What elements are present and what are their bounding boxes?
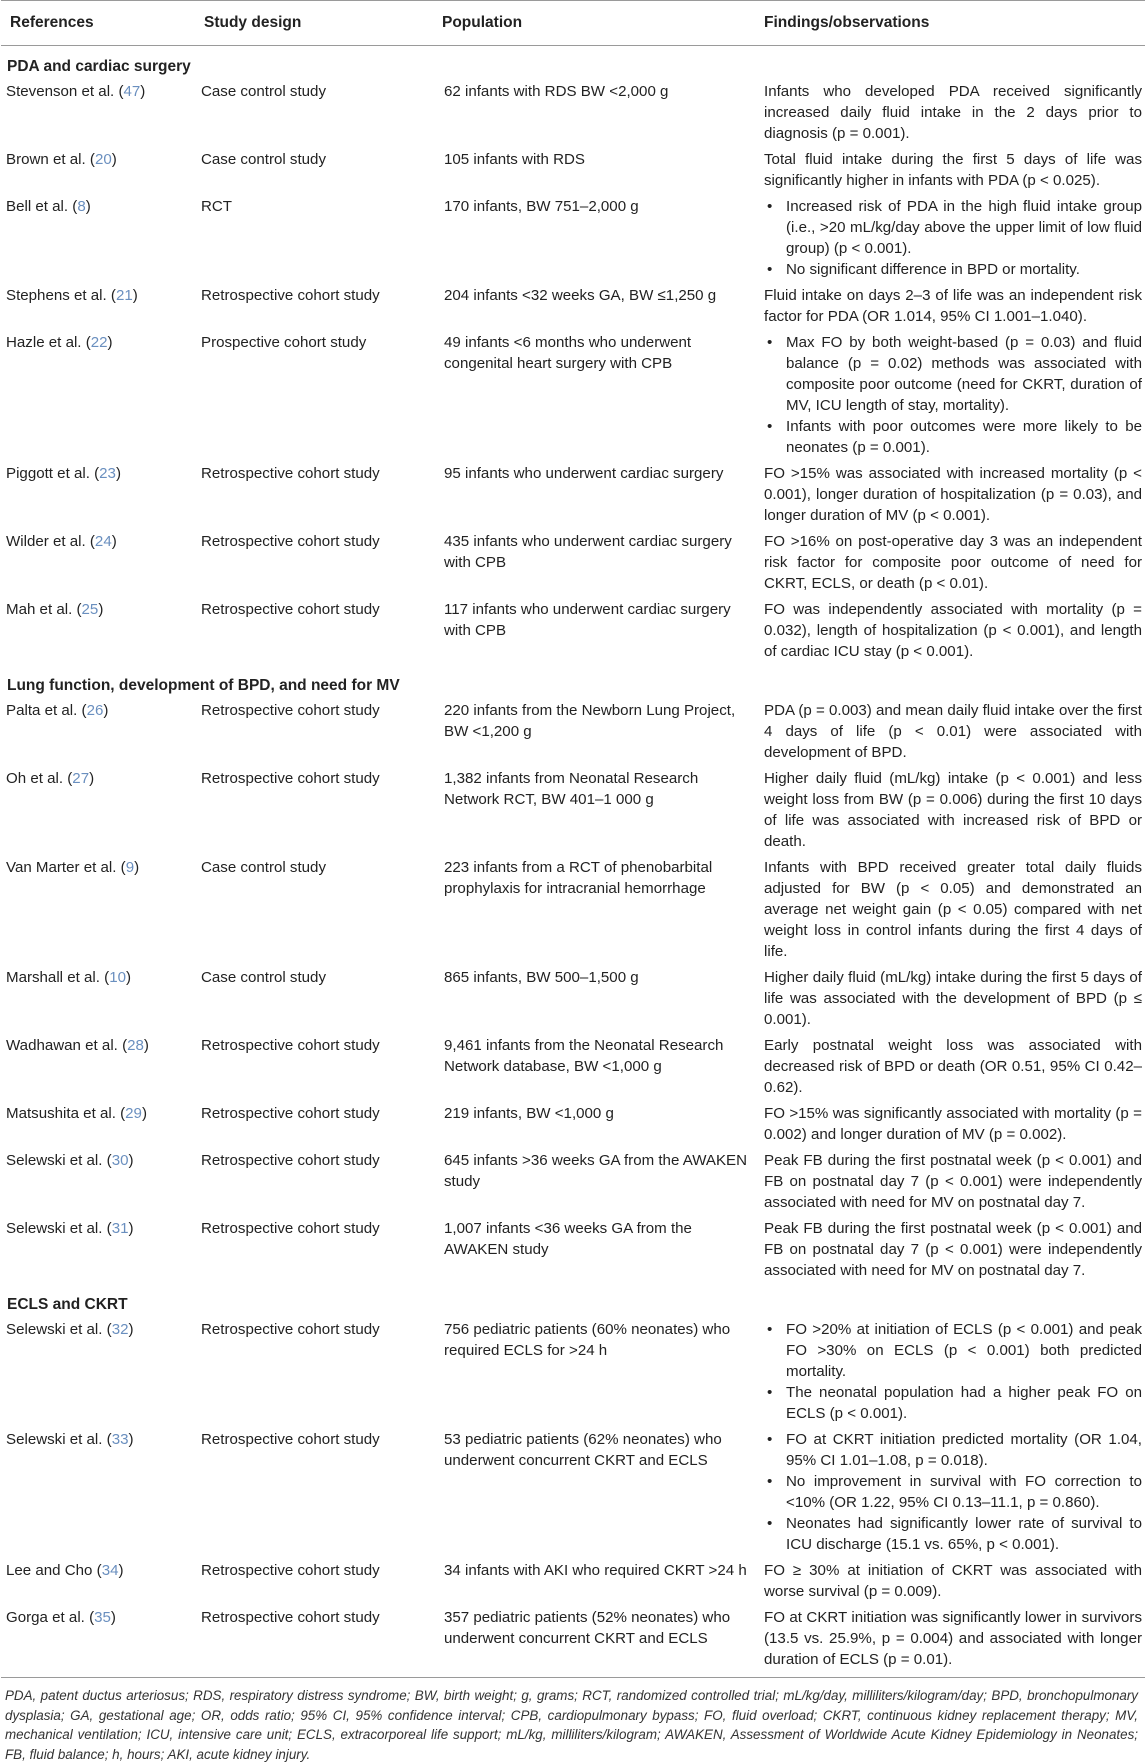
- citation-link[interactable]: 31: [111, 1220, 129, 1237]
- findings-cell: [758, 1557, 1145, 1604]
- reference-name: Mah et al.: [6, 601, 73, 618]
- section-title: ECLS and CKRT: [7, 1296, 128, 1313]
- reference-cell: Hazle et al. (22): [6, 334, 113, 351]
- reference-cell: Wadhawan et al. (28): [6, 1037, 149, 1054]
- reference-name: Selewski et al.: [6, 1152, 103, 1169]
- population-cell: 645 infants >36 weeks GA from the AWAKEN study: [444, 1152, 748, 1190]
- reference-cell: Marshall et al. (10): [6, 969, 132, 986]
- findings-cell: [758, 854, 1145, 964]
- study-design-cell: Retrospective cohort study: [201, 1152, 380, 1169]
- population-cell: 223 infants from a RCT of phenobarbital prophylaxis for intracranial hemorrhage: [444, 859, 713, 897]
- study-design-cell: Retrospective cohort study: [201, 1562, 380, 1579]
- table-row: [1, 1215, 1145, 1283]
- population-cell: 62 infants with RDS BW <2,000 g: [444, 83, 669, 100]
- findings-cell: [758, 193, 1145, 282]
- table-row: [1, 1147, 1145, 1215]
- table-row: [1, 1557, 1145, 1604]
- findings-cell: [758, 1100, 1145, 1147]
- findings-cell: [758, 78, 1145, 146]
- reference-name: Wadhawan et al.: [6, 1037, 118, 1054]
- finding-item: • Max FO by both weight-based (p = 0.03) and fluid balance (p = 0.02) methods was associated with composite poor outcome (need for CKRT, duration of MV, ICU length of stay, mortality).: [786, 332, 1142, 416]
- findings-cell: [758, 1426, 1145, 1557]
- findings-cell: [758, 765, 1145, 854]
- finding-text: FO ≥ 30% at initiation of CKRT was associated with worse survival (p = 0.009).: [764, 1562, 1142, 1600]
- table-header: [1, 1, 1145, 46]
- reference-name: Oh et al.: [6, 770, 64, 787]
- reference-name: Gorga et al.: [6, 1609, 85, 1626]
- finding-text: Infants who developed PDA received significantly increased daily fluid intake in the 2 days prior to diagnosis (p = 0.001).: [764, 83, 1142, 142]
- reference-cell: Bell et al. (8): [6, 198, 91, 215]
- table-body: [1, 46, 1145, 1678]
- reference-cell: Selewski et al. (33): [6, 1431, 134, 1448]
- study-design-cell: Retrospective cohort study: [201, 1431, 380, 1448]
- study-design-cell: Retrospective cohort study: [201, 702, 380, 719]
- citation-link[interactable]: 21: [115, 287, 133, 304]
- citation-link[interactable]: 9: [125, 859, 135, 876]
- findings-cell: [758, 528, 1145, 596]
- citation-link[interactable]: 10: [109, 969, 126, 986]
- population-cell: 117 infants who underwent cardiac surgery with CPB: [444, 601, 731, 639]
- reference-name: Hazle et al.: [6, 334, 82, 351]
- table-row: [1, 146, 1145, 193]
- reference-cell: Gorga et al. (35): [6, 1609, 116, 1626]
- findings-cell: [758, 1316, 1145, 1426]
- population-cell: 9,461 infants from the Neonatal Research Network database, BW <1,000 g: [444, 1037, 724, 1075]
- reference-cell: Oh et al. (27): [6, 770, 95, 787]
- citation-link[interactable]: 23: [99, 465, 116, 482]
- reference-name: Stevenson et al.: [6, 83, 115, 100]
- citation-link[interactable]: 35: [94, 1609, 111, 1626]
- population-cell: 53 pediatric patients (62% neonates) who underwent concurrent CKRT and ECLS: [444, 1431, 722, 1469]
- reference-cell: Mah et al. (25): [6, 601, 104, 618]
- findings-cell: [758, 697, 1145, 765]
- finding-item: • No significant difference in BPD or mortality.: [786, 259, 1142, 280]
- finding-item: • Infants with poor outcomes were more likely to be neonates (p = 0.001).: [786, 416, 1142, 458]
- reference-cell: Brown et al. (20): [6, 151, 117, 168]
- reference-name: Van Marter et al.: [6, 859, 117, 876]
- table-row: [1, 193, 1145, 282]
- findings-cell: [758, 964, 1145, 1032]
- findings-cell: [758, 282, 1145, 329]
- citation-link[interactable]: 29: [125, 1105, 142, 1122]
- finding-item: • No improvement in survival with FO correction to <10% (OR 1.22, 95% CI 0.13–11.1, p = 0.860).: [786, 1471, 1142, 1513]
- reference-cell: Matsushita et al. (29): [6, 1105, 147, 1122]
- finding-text: Infants with BPD received greater total daily fluids adjusted for BW (p < 0.05) and demonstrated an average net weight gain (p < 0.05) compared with net weight loss in control infants during the first 4 days of life.: [764, 859, 1142, 960]
- population-cell: 95 infants who underwent cardiac surgery: [444, 465, 724, 482]
- header-study-design: Study design: [195, 1, 438, 46]
- citation-link[interactable]: 26: [86, 702, 104, 719]
- findings-cell: [758, 329, 1145, 460]
- section-heading-row: [1, 664, 1145, 697]
- table-row: [1, 596, 1145, 664]
- study-design-cell: Prospective cohort study: [201, 334, 367, 351]
- population-cell: 105 infants with RDS: [444, 151, 585, 168]
- finding-text: Fluid intake on days 2–3 of life was an independent risk factor for PDA (OR 1.014, 95% CI 1.001–1.040).: [764, 287, 1142, 325]
- citation-link[interactable]: 25: [81, 601, 99, 618]
- reference-name: Lee and Cho: [6, 1562, 93, 1579]
- citation-link[interactable]: 33: [111, 1431, 129, 1448]
- table-row: [1, 1604, 1145, 1677]
- reference-name: Wilder et al.: [6, 533, 86, 550]
- finding-text: FO >15% was associated with increased mortality (p < 0.001), longer duration of hospitalization (p = 0.03), and longer duration of MV (p < 0.001).: [764, 465, 1142, 524]
- citation-link[interactable]: 47: [123, 83, 141, 100]
- reference-cell: Selewski et al. (30): [6, 1152, 134, 1169]
- reference-cell: Palta et al. (26): [6, 702, 109, 719]
- findings-cell: [758, 1032, 1145, 1100]
- citation-link[interactable]: 20: [94, 151, 112, 168]
- citation-link[interactable]: 27: [72, 770, 90, 787]
- table-row: [1, 964, 1145, 1032]
- header-references: References: [1, 1, 195, 46]
- reference-cell: Selewski et al. (31): [6, 1220, 134, 1237]
- reference-name: Selewski et al.: [6, 1431, 103, 1448]
- study-design-cell: Case control study: [201, 859, 327, 876]
- reference-name: Selewski et al.: [6, 1220, 103, 1237]
- table-footnote: PDA, patent ductus arteriosus; RDS, respiratory distress syndrome; BW, birth weight; g, grams; RCT, randomized controlled trial; mL/kg/day, milliliters/kilogram/day; BPD, bronchopulmonary dysplasia; GA, gestational age; OR, odds ratio; 95% CI, 95% confidence interval; CPB, cardiopulmonary bypass; FO, fluid overload; CKRT, continuous kidney replacement therapy; MV, mechanical ventilation; ICU, intensive care unit; ECLS, extracorporeal life support; mL/kg, milliliters/kilogram; AWAKEN, Assessment of Worldwide Acute Kidney Epidemiology in Neonates; FB, fluid balance; h, hours; AKI, acute kidney injury.: [5, 1688, 1138, 1762]
- study-design-cell: Retrospective cohort study: [201, 1321, 380, 1338]
- reference-name: Brown et al.: [6, 151, 86, 168]
- reference-cell: Stephens et al. (21): [6, 287, 138, 304]
- findings-cell: [758, 1147, 1145, 1215]
- reference-cell: Stevenson et al. (47): [6, 83, 146, 100]
- reference-name: Bell et al.: [6, 198, 69, 215]
- finding-text: FO at CKRT initiation was significantly lower in survivors (13.5 vs. 25.9%, p = 0.004) and associated with longer duration of ECLS (p = 0.01).: [764, 1609, 1142, 1668]
- study-design-cell: Case control study: [201, 151, 327, 168]
- citation-link[interactable]: 22: [90, 334, 108, 351]
- table-row: [1, 1032, 1145, 1100]
- study-design-cell: Retrospective cohort study: [201, 770, 380, 787]
- table-row: [1, 854, 1145, 964]
- study-design-cell: Retrospective cohort study: [201, 465, 380, 482]
- reference-name: Matsushita et al.: [6, 1105, 116, 1122]
- reference-cell: Wilder et al. (24): [6, 533, 117, 550]
- population-cell: 34 infants with AKI who required CKRT >24 h: [444, 1562, 747, 1579]
- population-cell: 865 infants, BW 500–1,500 g: [444, 969, 639, 986]
- section-heading-row: [1, 1283, 1145, 1316]
- reference-name: Selewski et al.: [6, 1321, 103, 1338]
- study-design-cell: Retrospective cohort study: [201, 287, 380, 304]
- citation-link[interactable]: 8: [77, 198, 86, 215]
- finding-item: • FO >20% at initiation of ECLS (p < 0.001) and peak FO >30% on ECLS (p < 0.001) both predicted mortality.: [786, 1319, 1142, 1382]
- population-cell: 170 infants, BW 751–2,000 g: [444, 198, 639, 215]
- population-cell: 49 infants <6 months who underwent congenital heart surgery with CPB: [444, 334, 692, 372]
- population-cell: 220 infants from the Newborn Lung Project, BW <1,200 g: [444, 702, 736, 740]
- finding-item: • The neonatal population had a higher peak FO on ECLS (p < 0.001).: [786, 1382, 1142, 1424]
- finding-text: FO >16% on post-operative day 3 was an independent risk factor for composite poor outcome of need for CKRT, ECLS, or death (p < 0.01).: [764, 533, 1142, 592]
- finding-text: PDA (p = 0.003) and mean daily fluid intake over the first 4 days of life (p < 0.01) were associated with development of BPD.: [764, 702, 1142, 761]
- study-design-cell: Retrospective cohort study: [201, 601, 380, 618]
- findings-list: [764, 196, 1142, 280]
- reference-name: Stephens et al.: [6, 287, 107, 304]
- findings-list: [764, 332, 1142, 458]
- population-cell: 435 infants who underwent cardiac surgery with CPB: [444, 533, 732, 571]
- study-design-cell: Case control study: [201, 83, 327, 100]
- reference-cell: Lee and Cho (34): [6, 1562, 124, 1579]
- findings-cell: [758, 1215, 1145, 1283]
- finding-item: • FO at CKRT initiation predicted mortality (OR 1.04, 95% CI 1.01–1.08, p = 0.018).: [786, 1429, 1142, 1471]
- table-row: [1, 282, 1145, 329]
- finding-text: FO >15% was significantly associated with mortality (p = 0.002) and longer duration of MV (p = 0.002).: [764, 1105, 1142, 1143]
- finding-text: Early postnatal weight loss was associated with decreased risk of BPD or death (OR 0.51, 95% CI 0.42–0.62).: [764, 1037, 1142, 1096]
- reference-cell: Selewski et al. (32): [6, 1321, 134, 1338]
- population-cell: 1,382 infants from Neonatal Research Network RCT, BW 401–1 000 g: [444, 770, 699, 808]
- finding-item: • Increased risk of PDA in the high fluid intake group (i.e., >20 mL/kg/day above the upper limit of low fluid group) (p < 0.001).: [786, 196, 1142, 259]
- finding-text: Higher daily fluid (mL/kg) intake (p < 0.001) and less weight loss from BW (p = 0.006) during the first 10 days of life was associated with increased risk of BPD or death.: [764, 770, 1142, 850]
- study-design-cell: Retrospective cohort study: [201, 1220, 380, 1237]
- findings-cell: [758, 596, 1145, 664]
- finding-item: • Neonates had significantly lower rate of survival to ICU discharge (15.1 vs. 65%, p < 0.001).: [786, 1513, 1142, 1555]
- findings-list: [764, 1429, 1142, 1555]
- reference-name: Piggott et al.: [6, 465, 90, 482]
- reference-cell: Piggott et al. (23): [6, 465, 121, 482]
- header-findings: Findings/observations: [758, 1, 1145, 46]
- section-title: Lung function, development of BPD, and need for MV: [7, 677, 400, 694]
- reference-name: Palta et al.: [6, 702, 78, 719]
- section-title: PDA and cardiac surgery: [7, 58, 191, 75]
- table-row: [1, 78, 1145, 146]
- table-row: [1, 697, 1145, 765]
- citation-link[interactable]: 32: [111, 1321, 129, 1338]
- population-cell: 756 pediatric patients (60% neonates) who required ECLS for >24 h: [444, 1321, 731, 1359]
- citation-link[interactable]: 24: [94, 533, 112, 550]
- header-population: Population: [438, 1, 758, 46]
- table-row: [1, 1316, 1145, 1426]
- finding-text: Total fluid intake during the first 5 days of life was significantly higher in infants with PDA (p < 0.025).: [764, 151, 1142, 189]
- population-cell: 219 infants, BW <1,000 g: [444, 1105, 614, 1122]
- finding-text: Peak FB during the first postnatal week (p < 0.001) and FB on postnatal day 7 (p < 0.001) were independently associated with need for MV on postnatal day 7.: [764, 1152, 1142, 1211]
- citation-link[interactable]: 30: [111, 1152, 129, 1169]
- findings-list: [764, 1319, 1142, 1424]
- studies-table: [1, 0, 1145, 1677]
- table-row: [1, 765, 1145, 854]
- study-design-cell: Retrospective cohort study: [201, 1037, 380, 1054]
- study-design-cell: Retrospective cohort study: [201, 1609, 380, 1626]
- study-design-cell: Case control study: [201, 969, 327, 986]
- citation-link[interactable]: 34: [101, 1562, 119, 1579]
- citation-link[interactable]: 28: [127, 1037, 144, 1054]
- study-design-cell: Retrospective cohort study: [201, 1105, 380, 1122]
- finding-text: Peak FB during the first postnatal week (p < 0.001) and FB on postnatal day 7 (p < 0.001) were independently associated with need for MV on postnatal day 7.: [764, 1220, 1142, 1279]
- findings-cell: [758, 1604, 1145, 1677]
- population-cell: 1,007 infants <36 weeks GA from the AWAKEN study: [444, 1220, 692, 1258]
- study-design-cell: Retrospective cohort study: [201, 533, 380, 550]
- finding-text: Higher daily fluid (mL/kg) intake during the first 5 days of life was associated with the development of BPD (p ≤ 0.001).: [764, 969, 1142, 1028]
- table-row: [1, 528, 1145, 596]
- study-design-cell: RCT: [201, 198, 233, 215]
- finding-text: FO was independently associated with mortality (p = 0.032), length of hospitalization (p < 0.001), and length of cardiac ICU stay (p < 0.001).: [764, 601, 1142, 660]
- population-cell: 204 infants <32 weeks GA, BW ≤1,250 g: [444, 287, 717, 304]
- population-cell: 357 pediatric patients (52% neonates) who underwent concurrent CKRT and ECLS: [444, 1609, 731, 1647]
- findings-cell: [758, 460, 1145, 528]
- reference-name: Marshall et al.: [6, 969, 100, 986]
- table-row: [1, 1100, 1145, 1147]
- table-row: [1, 1426, 1145, 1557]
- table-row: [1, 460, 1145, 528]
- findings-cell: [758, 146, 1145, 193]
- reference-cell: Van Marter et al. (9): [6, 859, 140, 876]
- section-heading-row: [1, 46, 1145, 79]
- table-row: [1, 329, 1145, 460]
